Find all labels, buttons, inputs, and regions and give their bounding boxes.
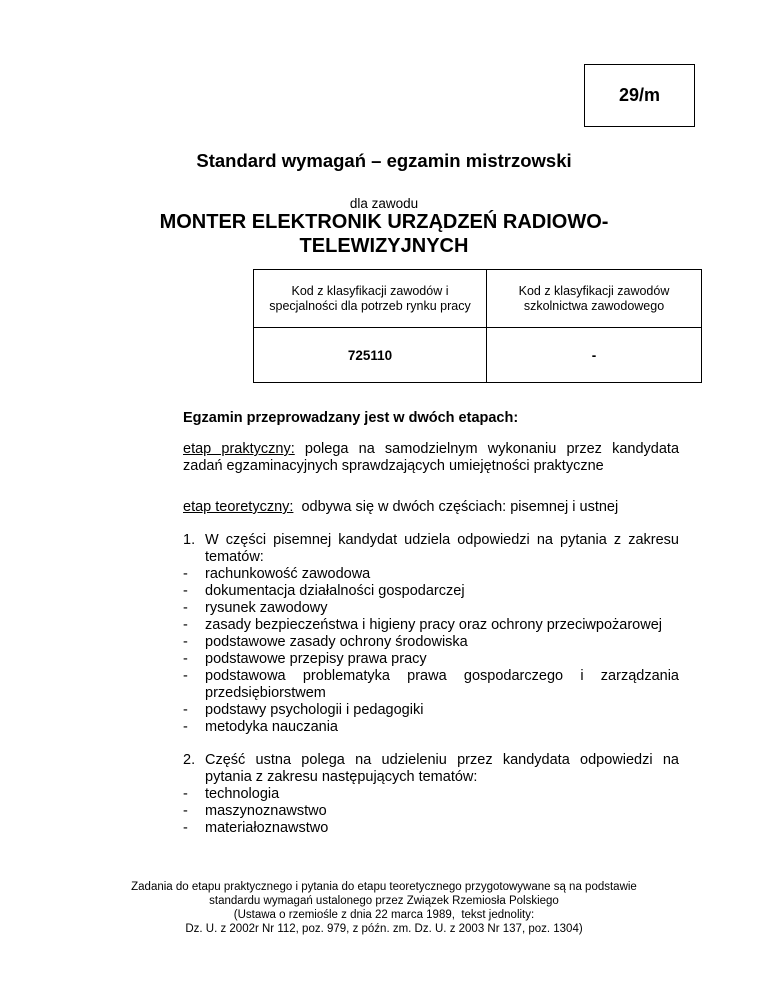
classification-table — [253, 269, 702, 383]
written-topics-list — [183, 566, 679, 736]
oral-topics-list — [183, 786, 679, 837]
list-item: - podstawowa problematyka prawa gospodarczego i zarządzania przedsiębiorstwem — [183, 668, 679, 701]
exam-heading: Egzamin przeprowadzany jest w dwóch etapach: — [183, 410, 519, 426]
theoretical-stage-text: odbywa się w dwóch częściach: pisemnej i ustnej — [293, 499, 619, 515]
oral-part-intro: Część ustna polega na udzieleniu przez kandydata odpowiedzi na pytania z zakresu następujących tematów: — [205, 752, 679, 785]
list-item: - podstawowe przepisy prawa pracy — [183, 651, 427, 667]
list-item: - dokumentacja działalności gospodarczej — [183, 583, 465, 599]
legal-footer — [0, 880, 768, 936]
school-code-header — [487, 270, 702, 328]
list-item: - technologia — [183, 786, 280, 802]
document-title: Standard wymagań – egzamin mistrzowski — [196, 150, 572, 171]
profession-name-line: MONTER ELEKTRONIK URZĄDZEŃ RADIOWO- — [159, 211, 609, 233]
oral-part — [183, 752, 679, 786]
practical-stage — [183, 441, 679, 475]
profession-name — [0, 210, 768, 258]
list-item: - podstawy psychologii i pedagogiki — [183, 702, 424, 718]
header-line: specjalności dla potrzeb rynku pracy — [269, 298, 471, 313]
footer-line: Zadania do etapu praktycznego i pytania do etapu teoretycznego przygotowywane są na podstawie — [131, 881, 637, 893]
profession-name-line: TELEWIZYJNYCH — [299, 235, 469, 257]
footer-line: Dz. U. z 2002r Nr 112, poz. 979, z późn. zm. Dz. U. z 2003 Nr 137, poz. 1304) — [185, 923, 583, 935]
written-part-intro: W części pisemnej kandydat udziela odpowiedzi na pytania z zakresu tematów: — [205, 532, 679, 565]
theoretical-stage — [183, 499, 679, 516]
theoretical-stage-label: etap teoretyczny: — [183, 499, 294, 515]
list-item: - rysunek zawodowy — [183, 600, 328, 616]
list-item: - rachunkowość zawodowa — [183, 566, 371, 582]
footer-line: standardu wymagań ustalonego przez Związek Rzemiosła Polskiego — [209, 895, 559, 907]
for-profession-label: dla zawodu — [349, 196, 419, 211]
occupation-code-header — [254, 270, 487, 328]
occupation-code-value: 725110 — [254, 328, 487, 383]
oral-part-number: 2. — [183, 752, 196, 768]
written-part — [183, 532, 679, 566]
practical-stage-text: polega na samodzielnym wykonaniu przez kandydata zadań egzaminacyjnych sprawdzających umiejętności praktyczne — [183, 441, 680, 474]
classification-header-row — [254, 270, 702, 328]
list-item: - materiałoznawstwo — [183, 820, 329, 836]
classification-value-row — [254, 328, 702, 383]
header-line: Kod z klasyfikacji zawodów i — [291, 283, 449, 298]
list-item: - metodyka nauczania — [183, 719, 338, 735]
list-item: - zasady bezpieczeństwa i higieny pracy oraz ochrony przeciwpożarowej — [183, 617, 662, 633]
document-code-box — [584, 64, 695, 127]
header-line: szkolnictwa zawodowego — [523, 298, 665, 313]
practical-stage-label: etap praktyczny: — [183, 441, 295, 457]
header-line: Kod z klasyfikacji zawodów — [518, 283, 670, 298]
list-item: - podstawowe zasady ochrony środowiska — [183, 634, 468, 650]
document-code: 29/m — [618, 85, 661, 105]
list-item: - maszynoznawstwo — [183, 803, 327, 819]
written-part-number: 1. — [183, 532, 196, 548]
exam-description — [183, 410, 679, 837]
footer-line: (Ustawa o rzemiośle z dnia 22 marca 1989, tekst jednolity: — [233, 909, 535, 921]
school-code-value: - — [487, 328, 702, 383]
